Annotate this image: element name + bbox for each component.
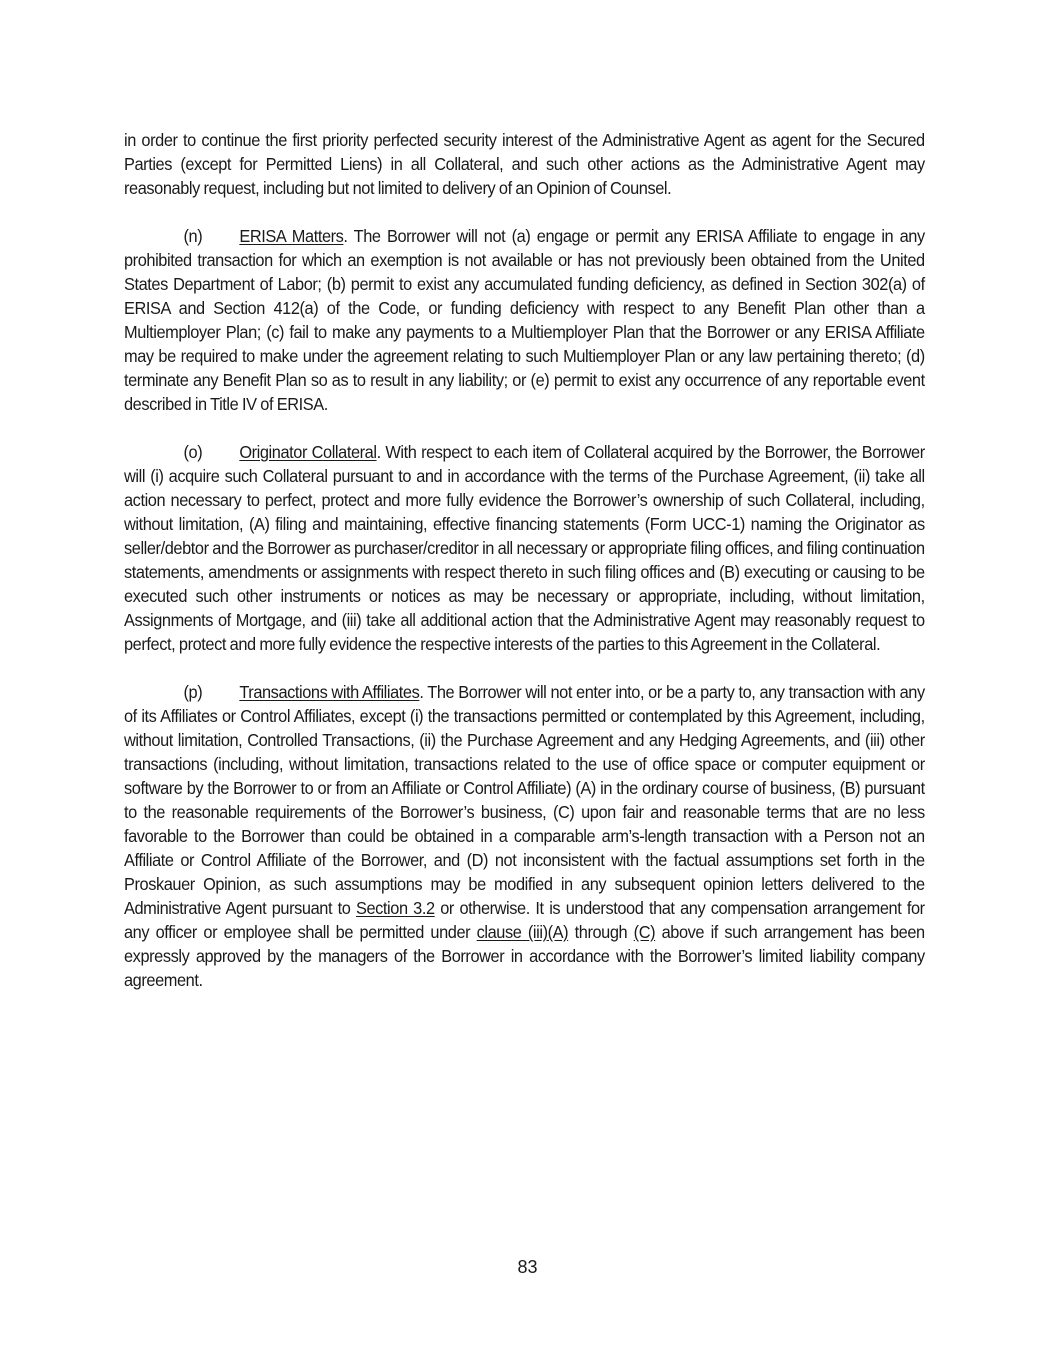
section-body-part2: or otherwise. It is understood that any compensation arrangement for any officer or employee shall be permitted under — [124, 898, 925, 942]
page-number: 83 — [517, 1257, 538, 1277]
section-heading: Transactions with Affiliates — [239, 682, 420, 702]
section-body: With respect to each item of Collateral acquired by the Borrower, the Borrower will (i) acquire such Collateral pursuant to and in accordance with the terms of the Purchase Agreement, (ii) take all action necessary to perfect, protect and more fully evidence the Borrower’s ownership of such Collateral, including, without limitation, (A) filing and maintaining, effective financing statements (Form UCC-1) naming the Originator as seller/debtor and the Borrower as purchaser/creditor in all necessary or appropriate filing offices, and filing continuation statements, amendments or assignments with respect thereto in such filing offices and (B) executing or causing to be executed such other instruments or notices as may be necessary or appropriate, including, without limitation, Assignments of Mortgage, and (iii) take all additional action that the Administrative Agent may reasonably request to perfect, protect and more fully evidence the respective interests of the parties to this Agreement in the Collateral. — [124, 442, 925, 654]
section-body: The Borrower will not (a) engage or permit any ERISA Affiliate to engage in any prohibited transaction for which an exemption is not available or has not previously been obtained from the United States Department of Labor; (b) permit to exist any accumulated funding deficiency, as defined in Section 302(a) of ERISA and Section 412(a) of the Code, or funding deficiency with respect to any Benefit Plan other than a Multiemployer Plan; (c) fail to make any payments to a Multiemployer Plan that the Borrower or any ERISA Affiliate may be required to make under the agreement relating to such Multiemployer Plan or any law pertaining thereto; (d) terminate any Benefit Plan so as to result in any liability; or (e) permit to exist any occurrence of any reportable event described in Title IV of ERISA. — [124, 226, 925, 414]
section-p-transactions-with-affiliates — [124, 680, 925, 992]
clause-iii-a-reference: clause (iii)(A) — [476, 922, 569, 942]
continuation-paragraph: in order to continue the first priority perfected security interest of the Administrative Agent as agent for the Secured Parties (except for Permitted Liens) in all Collateral, and such other actions as the Administrative Agent may reasonably request, including but not limited to delivery of an Opinion of Counsel. — [124, 130, 925, 198]
section-body-part3: through — [568, 922, 634, 942]
section-body-part4: above if such arrangement has been expressly approved by the managers of the Borrower in accordance with the Borrower’s limited liability company agreement. — [124, 922, 925, 990]
section-n-erisa-matters — [124, 224, 925, 416]
section-label: (o) — [183, 442, 203, 462]
section-heading: ERISA Matters — [239, 226, 344, 246]
section-label: (n) — [183, 226, 203, 246]
section-3-2-reference: Section 3.2 — [355, 898, 435, 918]
section-heading: Originator Collateral — [239, 442, 377, 462]
document-page — [124, 128, 925, 1016]
section-body-part1: The Borrower will not enter into, or be a party to, any transaction with any of its Affiliates or Control Affiliates, except (i) the transactions permitted or contemplated by this Agreement, including, without limitation, Controlled Transactions, (ii) the Purchase Agreement and any Hedging Agreements, and (iii) other transactions (including, without limitation, transactions related to the use of office space or computer equipment or software by the Borrower to or from an Affiliate or Control Affiliate) (A) in the ordinary course of business, (B) pursuant to the reasonable requirements of the Borrower’s business, (C) upon fair and reasonable terms that are no less favorable to the Borrower than could be obtained in a comparable arm’s-length transaction with a Person not an Affiliate or Control Affiliate of the Borrower, and (D) not inconsistent with the factual assumptions set forth in the Proskauer Opinion, as such assumptions may be modified in any subsequent opinion letters delivered to the Administrative Agent pursuant to — [124, 682, 925, 918]
clause-c-reference: (C) — [633, 922, 656, 942]
section-label: (p) — [183, 682, 203, 702]
heading-punct: . — [343, 226, 348, 246]
section-o-originator-collateral — [124, 440, 925, 656]
heading-punct: . — [419, 682, 424, 702]
heading-punct: . — [376, 442, 381, 462]
